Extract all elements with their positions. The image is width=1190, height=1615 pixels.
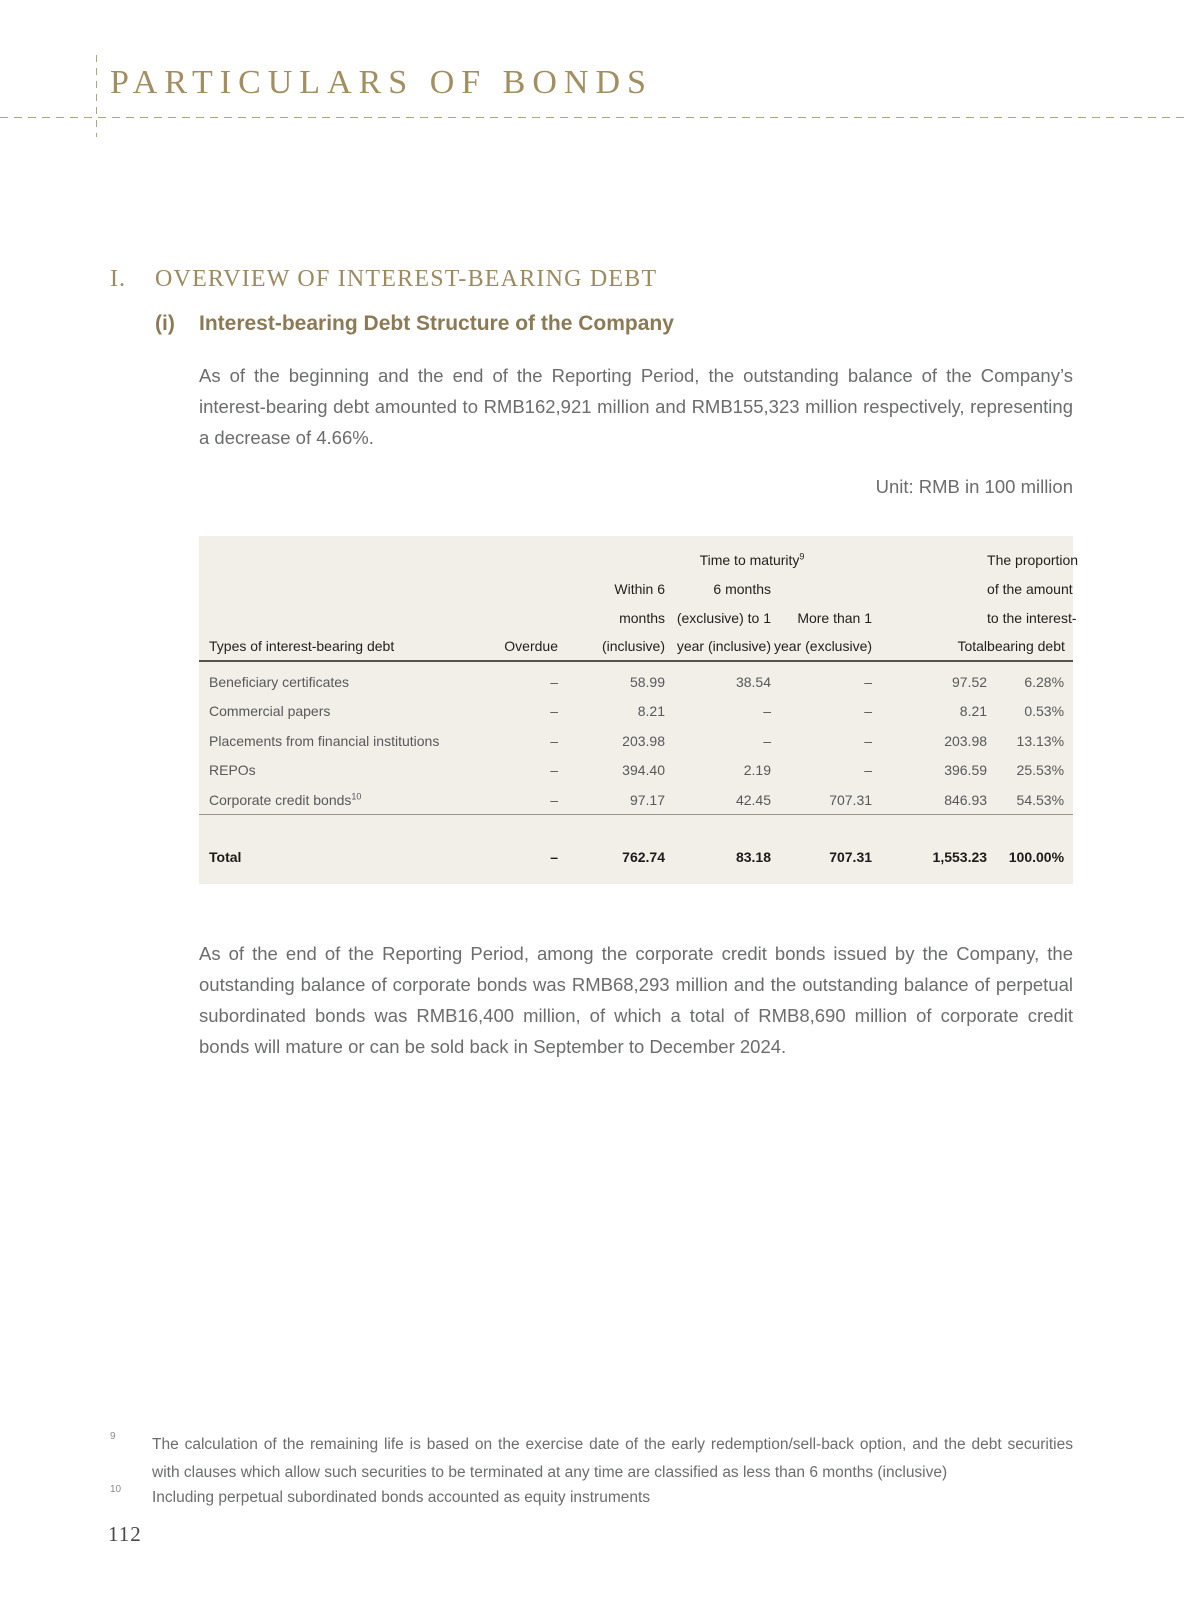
row-value: 846.93: [872, 785, 987, 815]
section-heading: OVERVIEW OF INTEREST-BEARING DEBT: [155, 266, 658, 292]
row-value: –: [550, 732, 558, 749]
header-cell: [771, 574, 872, 603]
total-value: 1,553.23: [932, 848, 988, 865]
row-value: –: [864, 703, 873, 720]
row-value: 97.17: [558, 785, 665, 815]
row-value: 2.19: [743, 762, 771, 779]
intro-paragraph: As of the beginning and the end of the Reporting Period, the outstanding balance of the Company’s interest-bearing debt amounted to RMB162,921 million and RMB155,323 million respectively, representing a decrease of 4.66%.: [199, 365, 1073, 448]
header-cell: [199, 574, 449, 603]
section-numeral: I.: [110, 266, 126, 292]
subsection-marker: (i): [155, 312, 175, 335]
page-title: PARTICULARS OF BONDS: [110, 64, 653, 101]
table-row: [199, 785, 1073, 815]
row-label: Corporate credit bonds$^{10}$: [199, 785, 449, 815]
header-cell-types: Types of interest-bearing debt: [199, 632, 449, 661]
unit-label: Unit: RMB in 100 million: [875, 476, 1073, 497]
header-group-time-to-maturity: [558, 545, 872, 574]
header-cell-proportion-1: The proportion: [987, 551, 1079, 568]
table-row: [199, 697, 1073, 727]
header-cell: [872, 603, 987, 632]
header-row-4: [199, 632, 1073, 661]
row-value: –: [449, 785, 558, 815]
header-cell-6months-2: (exclusive) to 1: [676, 609, 771, 626]
row-value: 0.53%: [1024, 703, 1065, 720]
row-label: Commercial papers: [209, 703, 331, 720]
vertical-dashed-rule: [96, 55, 97, 137]
footnote-marker-10: 10: [110, 1484, 122, 1495]
header-row-1: [199, 545, 1073, 574]
header-cell: [449, 574, 558, 603]
row-value: –: [550, 673, 558, 690]
total-value: 707.31: [829, 848, 873, 865]
row-label: REPOs: [209, 762, 256, 779]
table-total-section: [199, 815, 1073, 872]
row-value: 97.52: [951, 673, 988, 690]
header-cell-6months-3: year (inclusive): [665, 632, 771, 661]
footnote-ref-10: 10: [351, 790, 362, 801]
footnote-9-text: The calculation of the remaining life is based on the exercise date of the early redemption/sell-back option, and the debt securities with clauses which allow such securities to be terminated at any time are classified as less than 6 months (inclusive): [152, 1436, 1073, 1481]
total-value: 100.00%: [1008, 848, 1065, 865]
row-value: 38.54: [735, 673, 771, 690]
row-value: 8.21: [959, 703, 988, 720]
header-cell: [199, 545, 449, 574]
row-value: 8.21: [637, 703, 665, 720]
row-value: 58.99: [629, 673, 665, 690]
header-cell-6months-1: 6 months: [713, 580, 771, 597]
footnote-marker-9: 9: [110, 1431, 116, 1442]
footnote-ref-9: 9: [799, 550, 805, 561]
row-value: 42.45: [665, 785, 771, 815]
header-cell-within6-1: Within 6: [614, 580, 665, 597]
header-row-2: [199, 574, 1073, 603]
row-value: 707.31: [771, 785, 872, 815]
row-value: –: [763, 732, 771, 749]
subsection-heading: Interest-bearing Debt Structure of the Company: [199, 312, 674, 335]
header-cell-proportion-4: bearing debt: [987, 632, 1073, 661]
horizontal-dashed-rule: [0, 117, 1190, 118]
header-cell: [872, 545, 987, 574]
row-value: 394.40: [622, 762, 665, 779]
header-cell-proportion-3: to the interest-: [987, 609, 1077, 626]
row-value: –: [864, 732, 873, 749]
table-row: [199, 726, 1073, 756]
group-label: Time to maturity: [699, 551, 800, 568]
total-value: 83.18: [735, 848, 771, 865]
row-label: Beneficiary certificates: [209, 673, 350, 690]
row-value: –: [864, 673, 873, 690]
row-value: 396.59: [944, 762, 988, 779]
table-header: [199, 545, 1079, 661]
header-row-3: [199, 603, 1073, 632]
header-cell-morethan1-1: More than 1: [797, 609, 873, 626]
row-value: 6.28%: [1024, 673, 1065, 690]
header-cell: [872, 574, 987, 603]
header-cell-proportion-2: of the amount: [987, 580, 1073, 597]
row-value: 203.98: [622, 732, 665, 749]
debt-structure-table: [199, 536, 1079, 884]
row-value: 25.53%: [1016, 762, 1065, 779]
spacer-row: [199, 815, 1073, 842]
header-cell: [449, 545, 558, 574]
after-table-paragraph: As of the end of the Reporting Period, among the corporate credit bonds issued by the Company, the outstanding balance of corporate bonds was RMB68,293 million and the outstanding balance of perpetual subordinated bonds was RMB16,400 million, of which a total of RMB8,690 million of corporate credit bonds will mature or can be sold back in September to December 2024.: [199, 943, 1073, 1057]
row-value: –: [864, 762, 873, 779]
table-row: [199, 756, 1073, 786]
table-row: [199, 667, 1073, 697]
header-cell-within6-3: (inclusive): [558, 632, 665, 661]
row-value: 54.53%: [987, 785, 1073, 815]
header-cell-within6-2: months: [619, 609, 665, 626]
header-cell-morethan1-2: year (exclusive): [771, 632, 872, 661]
header-cell-total: Total: [872, 632, 987, 661]
row-value: –: [550, 762, 558, 779]
total-label: Total: [209, 848, 242, 865]
total-value: –: [550, 848, 558, 865]
row-label: Placements from financial institutions: [209, 732, 440, 749]
header-cell: [199, 603, 449, 632]
row-value: –: [550, 703, 558, 720]
page-number: 112: [108, 1522, 142, 1546]
header-cell: [449, 603, 558, 632]
total-value: 762.74: [622, 848, 665, 865]
header-cell-overdue: Overdue: [449, 632, 558, 661]
table-body: [199, 661, 1073, 815]
row-value: 13.13%: [1016, 732, 1065, 749]
footnote-10-text: Including perpetual subordinated bonds accounted as equity instruments: [152, 1489, 651, 1506]
row-value: 203.98: [944, 732, 988, 749]
total-row: [199, 842, 1073, 872]
row-value: –: [763, 703, 771, 720]
